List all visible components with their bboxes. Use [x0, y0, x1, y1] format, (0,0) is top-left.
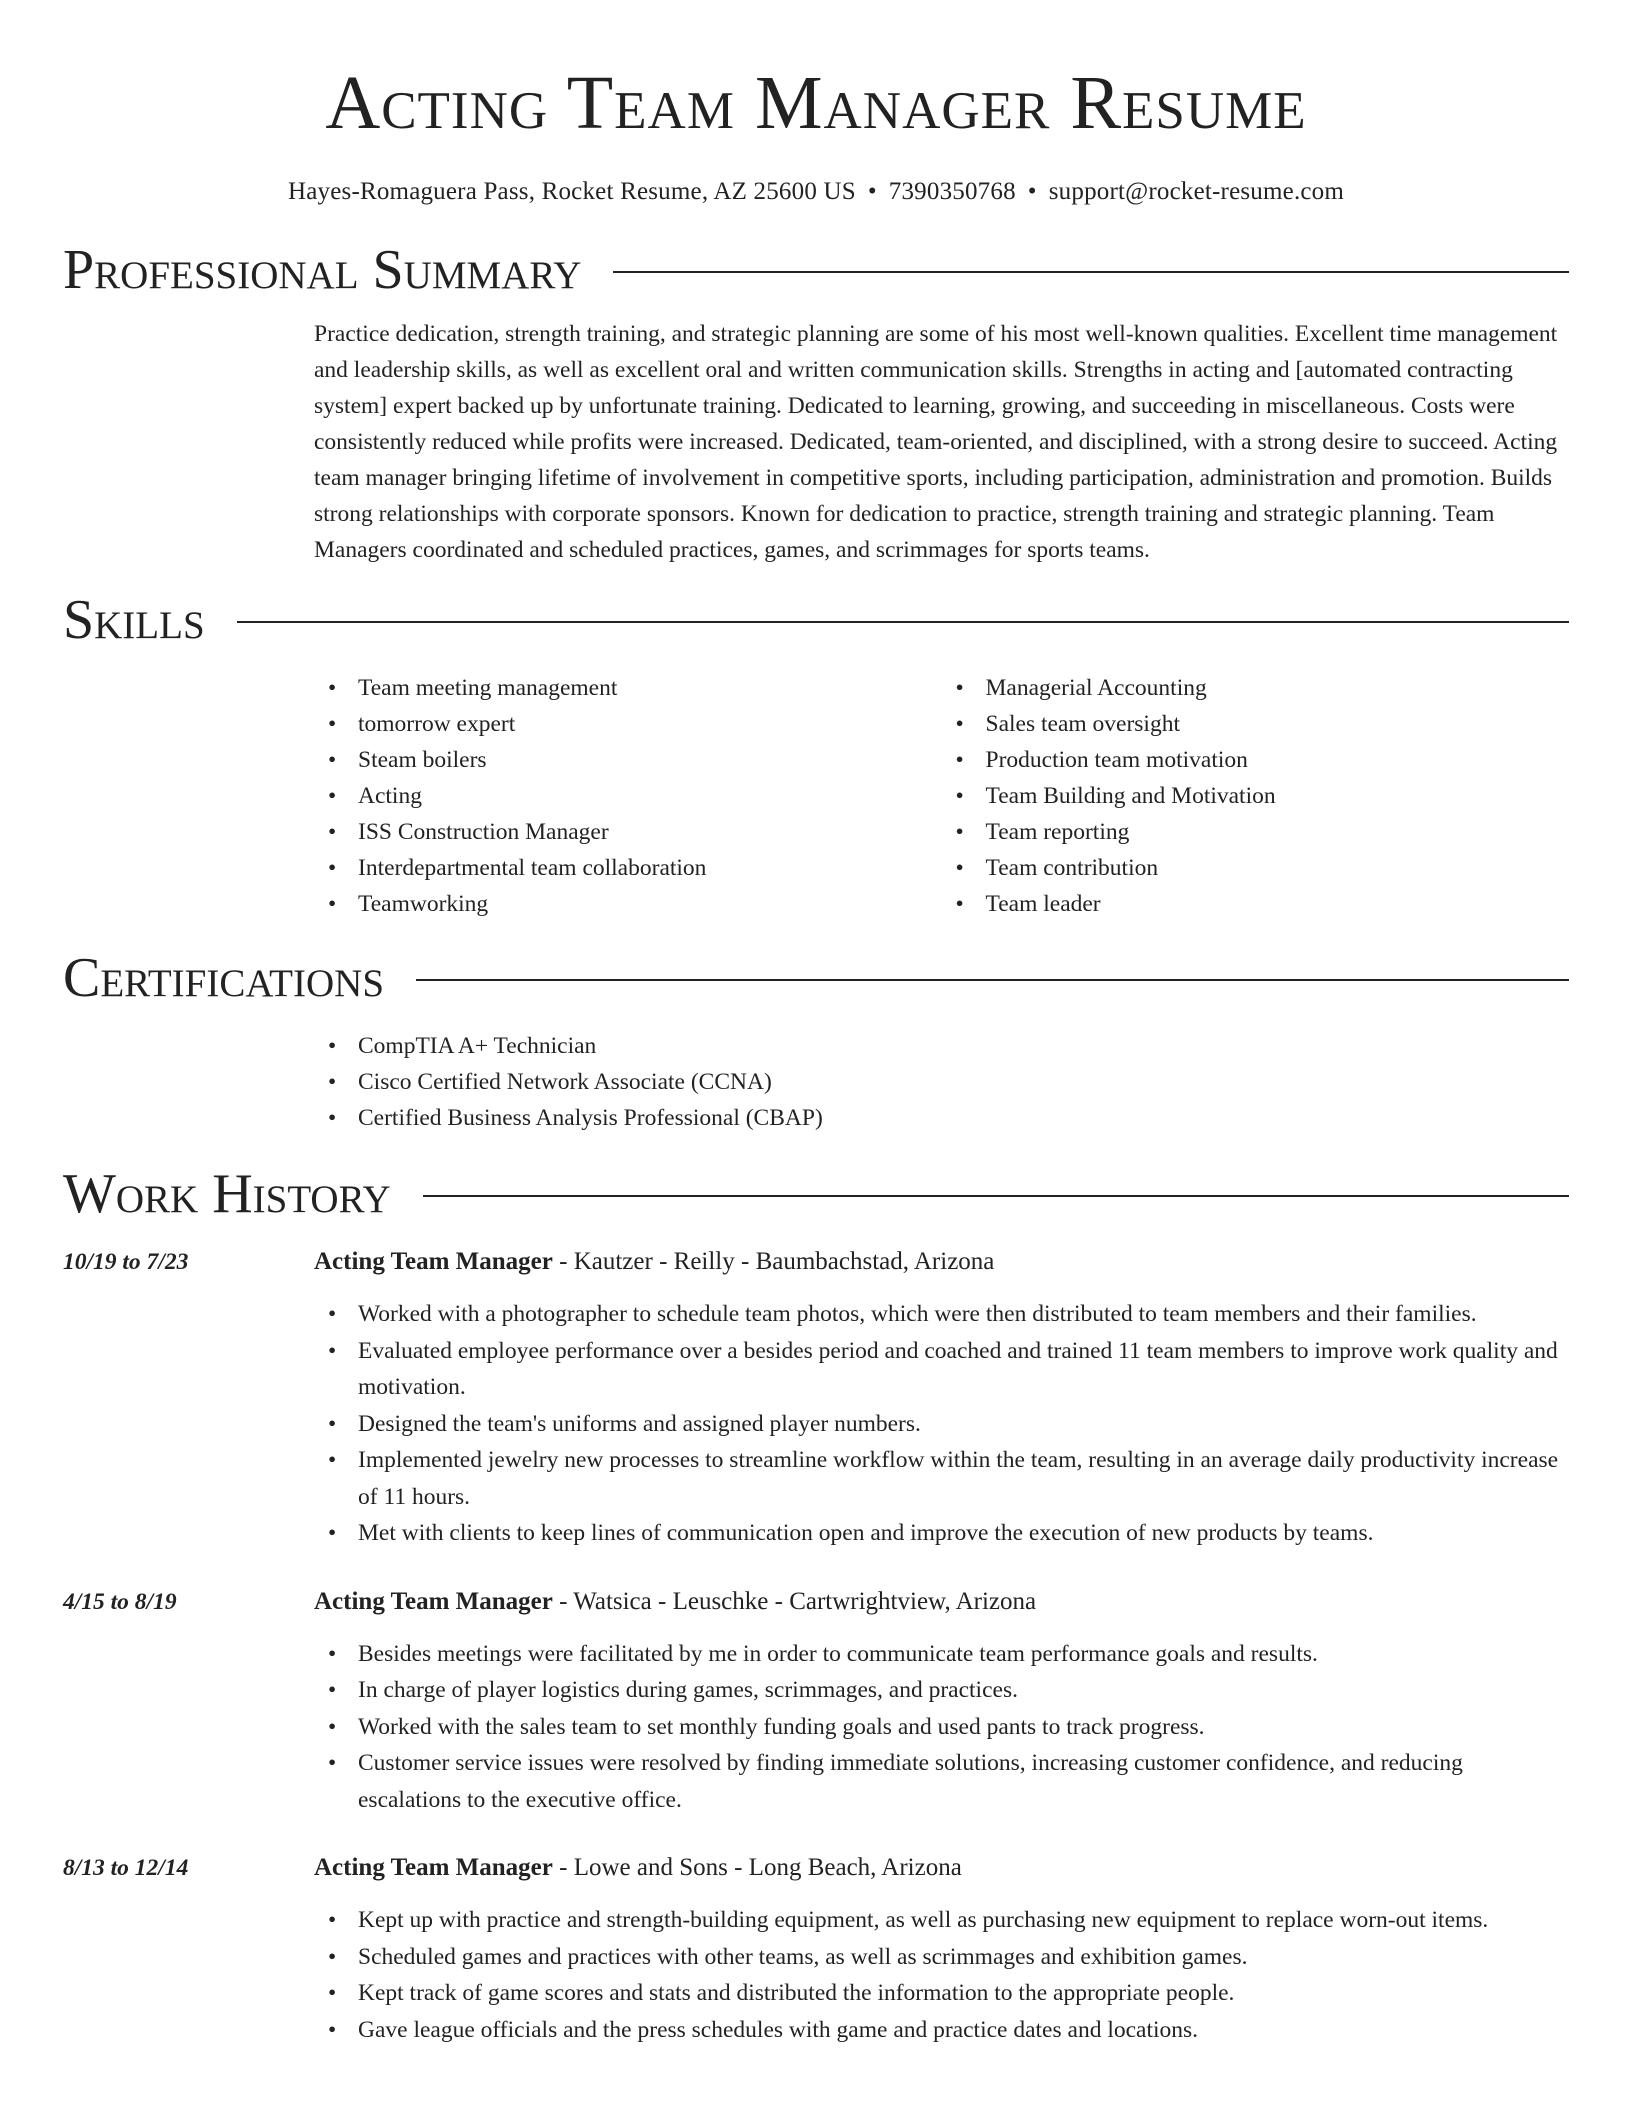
job-bullet: • Implemented jewelry new processes to streamline workflow within the team, resulting in an average daily productivity increase of 11 hours. [358, 1442, 1569, 1515]
job-title-line [314, 1850, 1569, 1886]
job-bullet: • Worked with a photographer to schedule team photos, which were then distributed to team members and their families. [358, 1296, 1569, 1333]
certifications-heading: Certifications [63, 947, 385, 1009]
skill-item: • Team reporting [986, 814, 1570, 850]
section-divider [613, 271, 1569, 273]
skill-item: • Team meeting management [358, 670, 942, 706]
contact-separator: • [867, 178, 877, 205]
job-employer-location: - Kautzer - Reilly - Baumbachstad, Arizona [552, 1248, 995, 1275]
skills-list-right [942, 670, 1570, 922]
skill-item: • Team contribution [986, 850, 1570, 886]
job-title: Acting Team Manager [314, 1587, 553, 1615]
work-heading: Work History [63, 1163, 391, 1225]
skill-item: • Interdepartmental team collaboration [358, 850, 942, 886]
job-bullet: • Customer service issues were resolved by finding immediate solutions, increasing customer confidence, and reducing escalations to the executive office. [358, 1745, 1569, 1818]
page-title: Acting Team Manager Resume [325, 61, 1307, 145]
section-divider [416, 979, 1569, 981]
skill-item: • Steam boilers [358, 742, 942, 778]
skill-item: • Team leader [986, 886, 1570, 922]
summary-text: Practice dedication, strength training, and strategic planning are some of his most well-known qualities. Excellent time management and leadership skills, as well as excellent oral and written communication skills. Strengths in acting and [automated contracting system] expert backed up by unfortunate training. Dedicated to learning, growing, and succeeding in miscellaneous. Costs were consistently reduced while profits were increased. Dedicated, team-oriented, and disciplined, with a strong desire to succeed. Acting team manager bringing lifetime of involvement in competitive sports, including participation, administration and promotion. Builds strong relationships with corporate sponsors. Known for dedication to practice, strength training and strategic planning. Team Managers coordinated and scheduled practices, games, and scrimmages for sports teams. [314, 321, 1558, 563]
skills-heading: Skills [63, 589, 205, 651]
job-bullet: • In charge of player logistics during games, scrimmages, and practices. [358, 1672, 1569, 1709]
job-bullet: • Evaluated employee performance over a besides period and coached and trained 11 team members to improve work quality and motivation. [358, 1333, 1569, 1406]
job-bullet: • Scheduled games and practices with other teams, as well as scrimmages and exhibition games. [358, 1939, 1569, 1976]
certifications-body [314, 1028, 1569, 1136]
job-entry [63, 1244, 1569, 1552]
job-dates: 8/13 to 12/14 [63, 1855, 189, 1881]
work-section-header [63, 1162, 1569, 1226]
contact-separator: • [1027, 178, 1037, 205]
job-details [314, 1244, 1569, 1552]
job-title-line [314, 1244, 1569, 1280]
job-dates: 10/19 to 7/23 [63, 1249, 189, 1275]
job-title: Acting Team Manager [314, 1854, 553, 1881]
contact-line [63, 178, 1569, 206]
section-divider [237, 621, 1569, 623]
job-bullet: • Met with clients to keep lines of communication open and improve the execution of new products by teams. [358, 1515, 1569, 1552]
contact-phone: 7390350768 [888, 178, 1016, 205]
skills-section-header [63, 588, 1569, 652]
skill-item: • Managerial Accounting [986, 670, 1570, 706]
job-employer-location: - Watsica - Leuschke - Cartwrightview, Arizona [552, 1587, 1037, 1615]
summary-heading: Professional Summary [63, 239, 582, 301]
contact-email: support@rocket-resume.com [1048, 178, 1345, 205]
job-dates: 4/15 to 8/19 [63, 1588, 177, 1615]
summary-body [314, 316, 1569, 568]
skill-item: • ISS Construction Manager [358, 814, 942, 850]
job-employer-location: - Lowe and Sons - Long Beach, Arizona [552, 1854, 962, 1881]
job-bullet: • Gave league officials and the press schedules with game and practice dates and locations. [358, 2012, 1569, 2049]
skill-item: • tomorrow expert [358, 706, 942, 742]
skill-item: • Sales team oversight [986, 706, 1570, 742]
job-entry [63, 1584, 1569, 1819]
certifications-list [314, 1028, 1569, 1136]
job-bullets [314, 1296, 1569, 1552]
certification-item: • Certified Business Analysis Professional (CBAP) [358, 1100, 1569, 1136]
certification-item: • Cisco Certified Network Associate (CCNA) [358, 1064, 1569, 1100]
job-bullets [314, 1902, 1569, 2048]
job-details [314, 1850, 1569, 2048]
job-title: Acting Team Manager [314, 1248, 553, 1275]
skills-body [314, 670, 1569, 922]
job-bullet: • Kept up with practice and strength-building equipment, as well as purchasing new equipment to replace worn-out items. [358, 1902, 1569, 1939]
certification-item: • CompTIA A+ Technician [358, 1028, 1569, 1064]
job-details [314, 1584, 1569, 1819]
contact-address: Hayes-Romaguera Pass, Rocket Resume, AZ 25600 US [287, 178, 856, 205]
job-bullet: • Besides meetings were facilitated by me in order to communicate team performance goals and results. [358, 1636, 1569, 1673]
summary-section-header [63, 238, 1569, 302]
skill-item: • Production team motivation [986, 742, 1570, 778]
skill-item: • Teamworking [358, 886, 942, 922]
skills-list-left [314, 670, 942, 922]
job-bullet: • Kept track of game scores and stats and distributed the information to the appropriate people. [358, 1975, 1569, 2012]
job-title-line [314, 1584, 1569, 1620]
skill-item: • Team Building and Motivation [986, 778, 1570, 814]
section-divider [423, 1195, 1569, 1197]
skill-item: • Acting [358, 778, 942, 814]
job-bullet: • Worked with the sales team to set monthly funding goals and used pants to track progress. [358, 1709, 1569, 1746]
certifications-section-header [63, 946, 1569, 1010]
job-entry [63, 1850, 1569, 2048]
job-bullet: • Designed the team's uniforms and assigned player numbers. [358, 1406, 1569, 1443]
job-bullets [314, 1636, 1569, 1819]
